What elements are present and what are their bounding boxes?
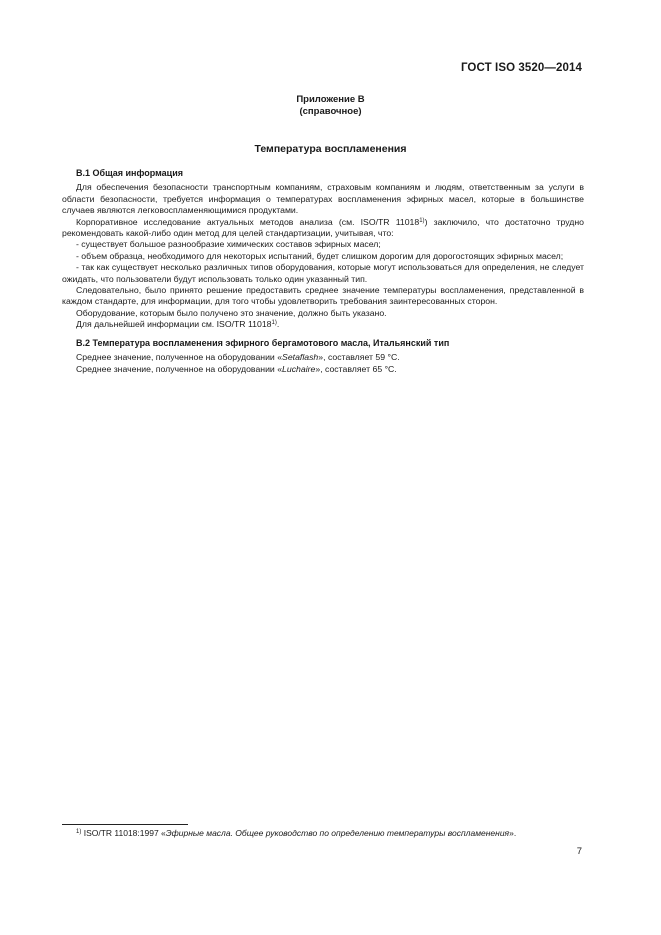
document-body [62, 168, 584, 375]
text-span: Для дальнейшей информации см. ISO/TR 11018 [76, 319, 272, 330]
text-span: Корпоративное исследование актуальных методов анализа (см. ISO/TR 11018 [76, 216, 420, 227]
standard-header: ГОСТ ISO 3520—2014 [460, 62, 582, 74]
paragraph: Для обеспечения безопасности транспортным компаниям, страховым компаниям и людям, ответственным за услуги в области безопасности, требуется информация о температурах воспламенения эфирных масел, которые в большинстве случаев являются легковоспламеняющимися продуктами. [62, 182, 584, 216]
text-span: », составляет 65 °С. [315, 363, 397, 374]
footnote-marker: 1) [76, 829, 82, 835]
list-item: - так как существует несколько различных типов оборудования, которые могут использоваться для определения, не следует ожидать, что пользователи будут использовать только один указанный тип. [62, 262, 584, 284]
section-heading-b2: В.2 Температура воспламенения эфирного бергамотового масла, Итальянский тип [76, 337, 450, 348]
page-title: Температура воспламенения [254, 143, 407, 155]
list-item: - существует большое разнообразие химических составов эфирных масел; [76, 239, 381, 250]
text-span: ) заключило, что достаточно трудно рекомендовать какой-либо один метод для целей стандартизации, учитывая, что: [62, 216, 585, 239]
paragraph [62, 319, 584, 330]
text-span: Среднее значение, полученное на оборудовании « [76, 363, 283, 374]
paragraph [62, 352, 584, 363]
appendix-subtitle: (справочное) [299, 106, 362, 117]
text-span: . [276, 319, 280, 330]
appendix-title: Приложение В [296, 94, 365, 105]
list-item: - объем образца, необходимого для некоторых испытаний, будет слишком дорогим для дорогостоящих эфирных масел; [76, 250, 564, 261]
section-heading-b1: В.1 Общая информация [76, 168, 183, 178]
equipment-name: Luchaire [282, 363, 316, 374]
page-number: 7 [576, 846, 582, 857]
footnote-divider [62, 824, 188, 825]
paragraph: Следовательно, было принято решение предоставить среднее значение температуры воспламенения, представленной в каждом стандарте, для информации, для того чтобы удовлетворить требования заинтересованных сторон. [62, 285, 584, 307]
text-span: ISO/TR 11018:1997 « [81, 828, 166, 838]
footnote [62, 828, 584, 839]
footnote-ref: 1) [419, 217, 425, 224]
paragraph [62, 364, 584, 375]
appendix-heading [0, 94, 661, 118]
equipment-name: Setaflash [282, 352, 319, 363]
text-span: », составляет 59 °С. [318, 352, 400, 363]
text-span: ». [509, 828, 517, 838]
paragraph: Оборудование, которым было получено это значение, должно быть указано. [76, 307, 387, 318]
footnote-title: Эфирные масла. Общее руководство по определению температуры воспламенения [165, 828, 510, 838]
paragraph [62, 217, 584, 240]
footnote-ref: 1) [271, 320, 277, 327]
text-span: Среднее значение, полученное на оборудовании « [76, 352, 283, 363]
